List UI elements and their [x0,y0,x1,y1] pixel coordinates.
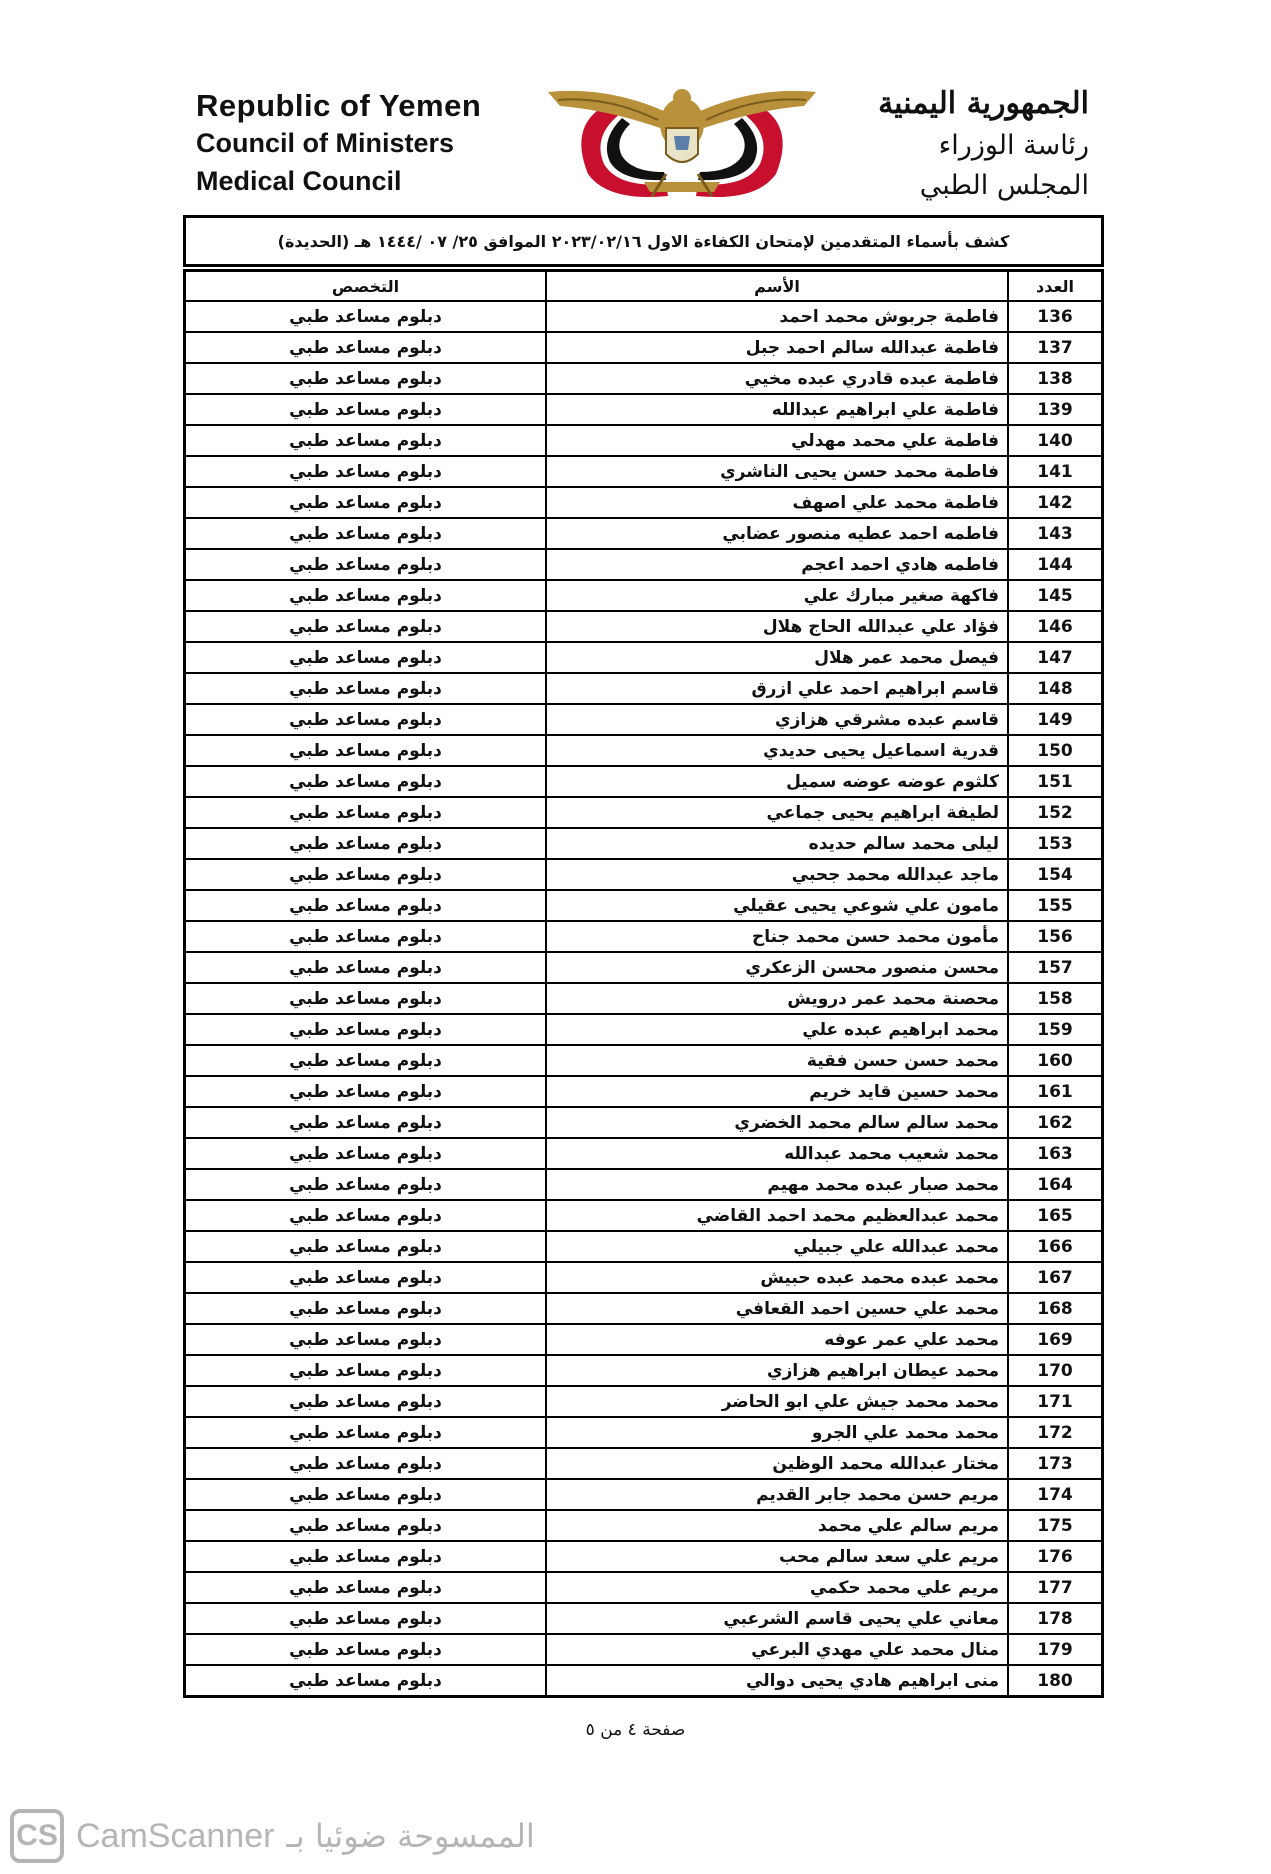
row-number: 138 [1008,363,1103,394]
row-specialty: دبلوم مساعد طبي [185,859,547,890]
row-specialty: دبلوم مساعد طبي [185,1510,547,1541]
row-specialty: دبلوم مساعد طبي [185,1076,547,1107]
row-number: 137 [1008,332,1103,363]
row-specialty: دبلوم مساعد طبي [185,797,547,828]
row-name: مأمون محمد حسن محمد جناح [546,921,1008,952]
row-number: 161 [1008,1076,1103,1107]
row-specialty: دبلوم مساعد طبي [185,828,547,859]
row-number: 144 [1008,549,1103,580]
row-name: محمد سالم سالم محمد الخضري [546,1107,1008,1138]
row-name: فاطمة جربوش محمد احمد [546,301,1008,332]
table-row [185,1014,1103,1045]
row-name: لطيفة ابراهيم يحيى جماعي [546,797,1008,828]
camscanner-brand: CamScanner [76,1816,275,1855]
table-header-row [185,271,1103,302]
yemen-eagle-emblem-icon [548,84,816,204]
row-name: محمد صبار عبده محمد مهيم [546,1169,1008,1200]
row-name: محسن منصور محسن الزعكري [546,952,1008,983]
row-specialty: دبلوم مساعد طبي [185,704,547,735]
arabic-ministry-name: رئاسة الوزراء [938,130,1089,161]
row-number: 167 [1008,1262,1103,1293]
row-name: مامون علي شوعي يحيى عقيلي [546,890,1008,921]
row-specialty: دبلوم مساعد طبي [185,332,547,363]
row-name: ليلى محمد سالم حديده [546,828,1008,859]
row-number: 159 [1008,1014,1103,1045]
row-specialty: دبلوم مساعد طبي [185,1572,547,1603]
row-specialty: دبلوم مساعد طبي [185,1293,547,1324]
row-name: فاطمه هادي احمد اعجم [546,549,1008,580]
row-number: 170 [1008,1355,1103,1386]
row-number: 169 [1008,1324,1103,1355]
row-number: 160 [1008,1045,1103,1076]
row-specialty: دبلوم مساعد طبي [185,1014,547,1045]
row-number: 179 [1008,1634,1103,1665]
table-row [185,1231,1103,1262]
row-specialty: دبلوم مساعد طبي [185,1417,547,1448]
table-row [185,1541,1103,1572]
row-specialty: دبلوم مساعد طبي [185,425,547,456]
camscanner-watermark [10,1806,535,1866]
row-specialty: دبلوم مساعد طبي [185,1107,547,1138]
table-row [185,1200,1103,1231]
table-row [185,797,1103,828]
row-number: 177 [1008,1572,1103,1603]
row-number: 158 [1008,983,1103,1014]
table-row [185,301,1103,332]
row-number: 152 [1008,797,1103,828]
camscanner-arabic-caption: الممسوحة ضوئيا بـ [286,1817,535,1855]
table-row [185,1603,1103,1634]
row-specialty: دبلوم مساعد طبي [185,921,547,952]
row-number: 139 [1008,394,1103,425]
english-council-name: Medical Council [196,166,402,196]
row-number: 171 [1008,1386,1103,1417]
table-row [185,921,1103,952]
row-name: منى ابراهيم هادي يحيى دوالي [546,1665,1008,1697]
row-number: 166 [1008,1231,1103,1262]
table-row [185,518,1103,549]
table-row [185,580,1103,611]
table-row [185,766,1103,797]
table-row [185,983,1103,1014]
table-row [185,704,1103,735]
row-name: مريم حسن محمد جابر القديم [546,1479,1008,1510]
row-name: محمد علي عمر عوفه [546,1324,1008,1355]
table-row [185,1076,1103,1107]
row-name: فاطمة علي ابراهيم عبدالله [546,394,1008,425]
table-row [185,487,1103,518]
table-row [185,735,1103,766]
row-specialty: دبلوم مساعد طبي [185,487,547,518]
row-number: 149 [1008,704,1103,735]
arabic-country-name: الجمهورية اليمنية [878,86,1089,121]
row-name: محمد عبدالعظيم محمد احمد القاضي [546,1200,1008,1231]
row-name: منال محمد علي مهدي البرعي [546,1634,1008,1665]
header-name: الأسم [546,271,1008,302]
table-row [185,1510,1103,1541]
row-number: 143 [1008,518,1103,549]
row-name: فاكهة صغير مبارك علي [546,580,1008,611]
table-row [185,1138,1103,1169]
row-specialty: دبلوم مساعد طبي [185,1169,547,1200]
row-specialty: دبلوم مساعد طبي [185,735,547,766]
table-row [185,1386,1103,1417]
row-specialty: دبلوم مساعد طبي [185,983,547,1014]
row-name: محمد عيطان ابراهيم هزازي [546,1355,1008,1386]
table-row [185,1355,1103,1386]
arabic-letterhead [878,82,1089,206]
english-ministry-name: Council of Ministers [196,128,455,158]
row-name: مريم سالم علي محمد [546,1510,1008,1541]
row-name: فاطمة علي محمد مهدلي [546,425,1008,456]
row-name: محمد محمد علي الجرو [546,1417,1008,1448]
table-body [185,301,1103,1697]
row-specialty: دبلوم مساعد طبي [185,611,547,642]
row-specialty: دبلوم مساعد طبي [185,518,547,549]
row-name: محمد شعيب محمد عبدالله [546,1138,1008,1169]
table-row [185,394,1103,425]
table-row [185,952,1103,983]
row-specialty: دبلوم مساعد طبي [185,1634,547,1665]
row-specialty: دبلوم مساعد طبي [185,1479,547,1510]
row-name: ماجد عبدالله محمد جحبي [546,859,1008,890]
row-number: 146 [1008,611,1103,642]
row-specialty: دبلوم مساعد طبي [185,1200,547,1231]
table-row [185,332,1103,363]
row-name: مريم علي سعد سالم محب [546,1541,1008,1572]
table-row [185,1665,1103,1697]
row-name: محمد حسين قايد خريم [546,1076,1008,1107]
row-name: قدرية اسماعيل يحيى حديدي [546,735,1008,766]
table-row [185,425,1103,456]
row-number: 150 [1008,735,1103,766]
row-specialty: دبلوم مساعد طبي [185,1231,547,1262]
row-number: 151 [1008,766,1103,797]
row-name: قاسم عبده مشرقي هزازي [546,704,1008,735]
row-name: مختار عبدالله محمد الوظين [546,1448,1008,1479]
row-name: فاطمة عبده قادري عبده مخيي [546,363,1008,394]
row-name: كلثوم عوضه عوضه سميل [546,766,1008,797]
row-specialty: دبلوم مساعد طبي [185,673,547,704]
table-row [185,642,1103,673]
table-row [185,1293,1103,1324]
applicants-table [183,269,1104,1698]
row-number: 173 [1008,1448,1103,1479]
row-number: 168 [1008,1293,1103,1324]
row-specialty: دبلوم مساعد طبي [185,301,547,332]
row-number: 154 [1008,859,1103,890]
row-number: 155 [1008,890,1103,921]
row-specialty: دبلوم مساعد طبي [185,394,547,425]
row-specialty: دبلوم مساعد طبي [185,456,547,487]
row-number: 165 [1008,1200,1103,1231]
row-specialty: دبلوم مساعد طبي [185,580,547,611]
row-name: فاطمة محمد حسن يحيى الناشري [546,456,1008,487]
row-specialty: دبلوم مساعد طبي [185,890,547,921]
row-number: 176 [1008,1541,1103,1572]
row-number: 142 [1008,487,1103,518]
row-specialty: دبلوم مساعد طبي [185,1665,547,1697]
row-name: محمد حسن حسن فقية [546,1045,1008,1076]
table-row [185,611,1103,642]
row-specialty: دبلوم مساعد طبي [185,1541,547,1572]
row-number: 178 [1008,1603,1103,1634]
table-row [185,456,1103,487]
row-specialty: دبلوم مساعد طبي [185,952,547,983]
row-name: محمد عبده محمد عبده حبيش [546,1262,1008,1293]
row-name: محمد علي حسين احمد القعافي [546,1293,1008,1324]
row-specialty: دبلوم مساعد طبي [185,1262,547,1293]
row-name: قاسم ابراهيم احمد علي ازرق [546,673,1008,704]
row-number: 157 [1008,952,1103,983]
row-specialty: دبلوم مساعد طبي [185,1138,547,1169]
row-specialty: دبلوم مساعد طبي [185,766,547,797]
row-number: 156 [1008,921,1103,952]
row-number: 174 [1008,1479,1103,1510]
row-number: 145 [1008,580,1103,611]
row-number: 172 [1008,1417,1103,1448]
row-name: معاني علي يحيى قاسم الشرعبي [546,1603,1008,1634]
row-name: فاطمة عبدالله سالم احمد جبل [546,332,1008,363]
english-letterhead [196,88,481,200]
row-number: 140 [1008,425,1103,456]
row-specialty: دبلوم مساعد طبي [185,363,547,394]
header-specialty: التخصص [185,271,547,302]
row-number: 136 [1008,301,1103,332]
row-name: محمد محمد جيش علي ابو الحاضر [546,1386,1008,1417]
english-country-name: Republic of Yemen [196,88,482,123]
row-number: 180 [1008,1665,1103,1697]
table-row [185,1107,1103,1138]
table-row [185,828,1103,859]
page-number: صفحة ٤ من ٥ [585,1720,686,1740]
row-name: فاطمه احمد عطيه منصور عضابي [546,518,1008,549]
row-specialty: دبلوم مساعد طبي [185,549,547,580]
row-specialty: دبلوم مساعد طبي [185,1386,547,1417]
table-row [185,1572,1103,1603]
row-specialty: دبلوم مساعد طبي [185,1045,547,1076]
table-row [185,1479,1103,1510]
row-number: 153 [1008,828,1103,859]
row-name: مريم علي محمد حكمي [546,1572,1008,1603]
table-row [185,673,1103,704]
camscanner-logo-icon: CS [10,1809,64,1863]
row-name: فاطمة محمد علي اصهف [546,487,1008,518]
table-row [185,1169,1103,1200]
row-specialty: دبلوم مساعد طبي [185,642,547,673]
table-row [185,1634,1103,1665]
table-row [185,1262,1103,1293]
table-row [185,1324,1103,1355]
row-name: محمد ابراهيم عبده علي [546,1014,1008,1045]
row-number: 147 [1008,642,1103,673]
table-row [185,1045,1103,1076]
row-name: محصنة محمد عمر درويش [546,983,1008,1014]
row-number: 175 [1008,1510,1103,1541]
row-number: 162 [1008,1107,1103,1138]
row-specialty: دبلوم مساعد طبي [185,1355,547,1386]
row-specialty: دبلوم مساعد طبي [185,1324,547,1355]
row-name: فؤاد علي عبدالله الحاج هلال [546,611,1008,642]
row-number: 141 [1008,456,1103,487]
table-row [185,1417,1103,1448]
table-row [185,363,1103,394]
table-row [185,890,1103,921]
row-name: فيصل محمد عمر هلال [546,642,1008,673]
row-number: 163 [1008,1138,1103,1169]
table-row [185,859,1103,890]
row-number: 164 [1008,1169,1103,1200]
table-row [185,1448,1103,1479]
document-header [0,0,1271,215]
arabic-council-name: المجلس الطبي [919,170,1089,201]
row-specialty: دبلوم مساعد طبي [185,1603,547,1634]
header-number: العدد [1008,271,1103,302]
table-row [185,549,1103,580]
row-name: محمد عبدالله علي جبيلي [546,1231,1008,1262]
row-specialty: دبلوم مساعد طبي [185,1448,547,1479]
row-number: 148 [1008,673,1103,704]
list-title: كشف بأسماء المتقدمين لإمتحان الكفاءة الاول ٢٠٢٣/٠٢/١٦ الموافق ٢٥/ ٠٧ /١٤٤٤ هـ (الحديدة) [183,215,1104,267]
